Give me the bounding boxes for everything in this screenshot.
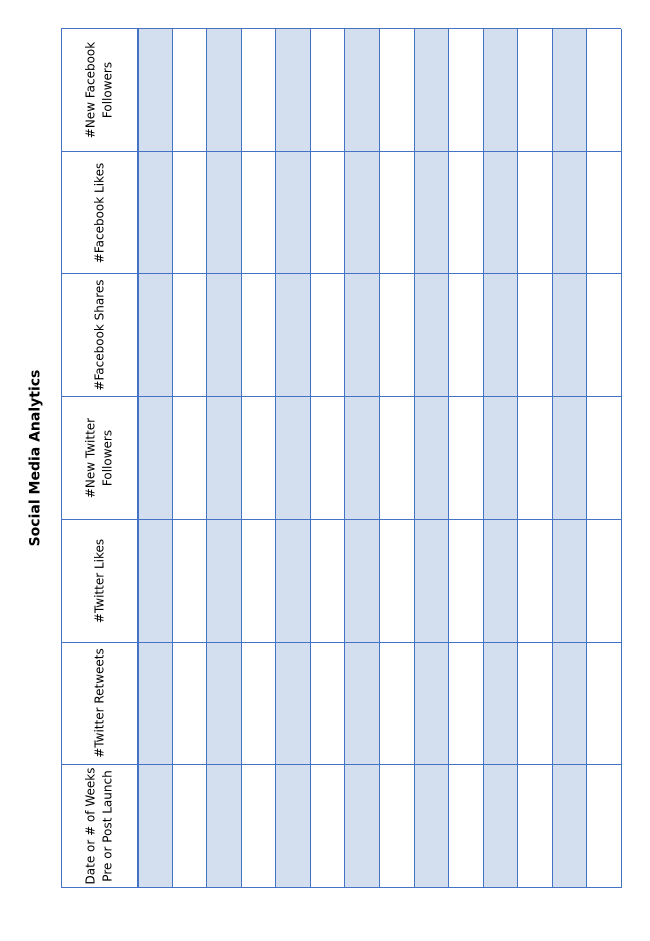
table-cell[interactable]	[587, 520, 622, 643]
table-cell[interactable]	[242, 765, 277, 888]
table-cell[interactable]	[553, 643, 588, 766]
table-cell[interactable]	[484, 643, 519, 766]
table-cell[interactable]	[138, 520, 173, 643]
table-cell[interactable]	[242, 397, 277, 520]
table-cell[interactable]	[207, 643, 242, 766]
table-cell[interactable]	[518, 397, 553, 520]
table-cell[interactable]	[587, 765, 622, 888]
table-cell[interactable]	[311, 520, 346, 643]
table-cell[interactable]	[415, 397, 450, 520]
table-cell[interactable]	[553, 520, 588, 643]
column-header	[62, 274, 138, 397]
table-cell[interactable]	[242, 29, 277, 152]
table-cell[interactable]	[380, 29, 415, 152]
column-header-label: #New Facebook Followers	[83, 41, 115, 139]
table-cell[interactable]	[173, 643, 208, 766]
table-cell[interactable]	[138, 152, 173, 275]
column-header-label: #Twitter Likes	[91, 538, 106, 623]
table-cell[interactable]	[207, 397, 242, 520]
table-cell[interactable]	[449, 520, 484, 643]
table-cell[interactable]	[345, 29, 380, 152]
table-cell[interactable]	[587, 643, 622, 766]
table-cell[interactable]	[380, 274, 415, 397]
table-cell[interactable]	[207, 274, 242, 397]
table-cell[interactable]	[345, 274, 380, 397]
table-cell[interactable]	[345, 520, 380, 643]
table-cell[interactable]	[553, 29, 588, 152]
table-cell[interactable]	[345, 152, 380, 275]
table-cell[interactable]	[311, 643, 346, 766]
table-cell[interactable]	[138, 29, 173, 152]
column-header	[62, 520, 138, 643]
analytics-table	[61, 28, 621, 888]
column-header	[62, 643, 138, 766]
table-cell[interactable]	[311, 152, 346, 275]
table-cell[interactable]	[484, 397, 519, 520]
table-cell[interactable]	[449, 29, 484, 152]
page-title: Social Media Analytics	[27, 369, 44, 547]
table-cell[interactable]	[587, 29, 622, 152]
table-cell[interactable]	[138, 274, 173, 397]
column-header-label: #New Twitter Followers	[83, 417, 115, 499]
table-cell[interactable]	[242, 152, 277, 275]
table-cell[interactable]	[242, 274, 277, 397]
table-cell[interactable]	[553, 765, 588, 888]
table-cell[interactable]	[311, 274, 346, 397]
table-cell[interactable]	[311, 29, 346, 152]
table-cell[interactable]	[276, 520, 311, 643]
table-cell[interactable]	[380, 520, 415, 643]
page-title-container	[20, 28, 50, 888]
table-cell[interactable]	[276, 152, 311, 275]
table-cell[interactable]	[553, 274, 588, 397]
table-cell[interactable]	[449, 397, 484, 520]
table-cell[interactable]	[276, 643, 311, 766]
table-cell[interactable]	[138, 643, 173, 766]
table-cell[interactable]	[518, 643, 553, 766]
table-cell[interactable]	[587, 397, 622, 520]
table-cell[interactable]	[380, 397, 415, 520]
table-cell[interactable]	[415, 152, 450, 275]
table-cell[interactable]	[138, 397, 173, 520]
table-cell[interactable]	[207, 765, 242, 888]
table-cell[interactable]	[173, 152, 208, 275]
table-cell[interactable]	[311, 765, 346, 888]
table-cell[interactable]	[415, 520, 450, 643]
table-cell[interactable]	[276, 274, 311, 397]
column-header-label: #Facebook Likes	[91, 162, 106, 263]
table-cell[interactable]	[484, 520, 519, 643]
table-cell[interactable]	[553, 152, 588, 275]
column-header	[62, 765, 138, 888]
table-cell[interactable]	[518, 765, 553, 888]
column-header-label: #Twitter Retweets	[91, 648, 106, 759]
table-cell[interactable]	[242, 520, 277, 643]
table-cell[interactable]	[207, 152, 242, 275]
table-cell[interactable]	[415, 643, 450, 766]
table-cell[interactable]	[207, 520, 242, 643]
table-cell[interactable]	[518, 274, 553, 397]
table-cell[interactable]	[518, 520, 553, 643]
column-header	[62, 29, 138, 152]
table-cell[interactable]	[449, 274, 484, 397]
table-cell[interactable]	[380, 643, 415, 766]
table-cell[interactable]	[449, 765, 484, 888]
table-cell[interactable]	[587, 274, 622, 397]
table-cell[interactable]	[345, 643, 380, 766]
table-cell[interactable]	[380, 152, 415, 275]
table-cell[interactable]	[345, 765, 380, 888]
table-cell[interactable]	[173, 397, 208, 520]
table-cell[interactable]	[484, 152, 519, 275]
table-cell[interactable]	[484, 274, 519, 397]
table-cell[interactable]	[207, 29, 242, 152]
table-cell[interactable]	[380, 765, 415, 888]
table-cell[interactable]	[138, 765, 173, 888]
table-cell[interactable]	[345, 397, 380, 520]
table-cell[interactable]	[276, 397, 311, 520]
table-cell[interactable]	[518, 29, 553, 152]
table-cell[interactable]	[553, 397, 588, 520]
table-cell[interactable]	[415, 765, 450, 888]
table-cell[interactable]	[242, 643, 277, 766]
table-cell[interactable]	[484, 765, 519, 888]
table-cell[interactable]	[415, 29, 450, 152]
column-header-label: #Facebook Shares	[91, 279, 106, 391]
table-cell[interactable]	[276, 29, 311, 152]
column-header-label: Date or # of Weeks Pre or Post Launch	[83, 767, 115, 885]
table-cell[interactable]	[484, 29, 519, 152]
column-header	[62, 397, 138, 520]
table-cell[interactable]	[173, 765, 208, 888]
table-cell[interactable]	[276, 765, 311, 888]
table-cell[interactable]	[449, 643, 484, 766]
table-cell[interactable]	[173, 520, 208, 643]
table-cell[interactable]	[415, 274, 450, 397]
table-cell[interactable]	[587, 152, 622, 275]
table-cell[interactable]	[311, 397, 346, 520]
table-cell[interactable]	[518, 152, 553, 275]
table-cell[interactable]	[173, 274, 208, 397]
column-header	[62, 152, 138, 275]
table-cell[interactable]	[449, 152, 484, 275]
table-cell[interactable]	[173, 29, 208, 152]
